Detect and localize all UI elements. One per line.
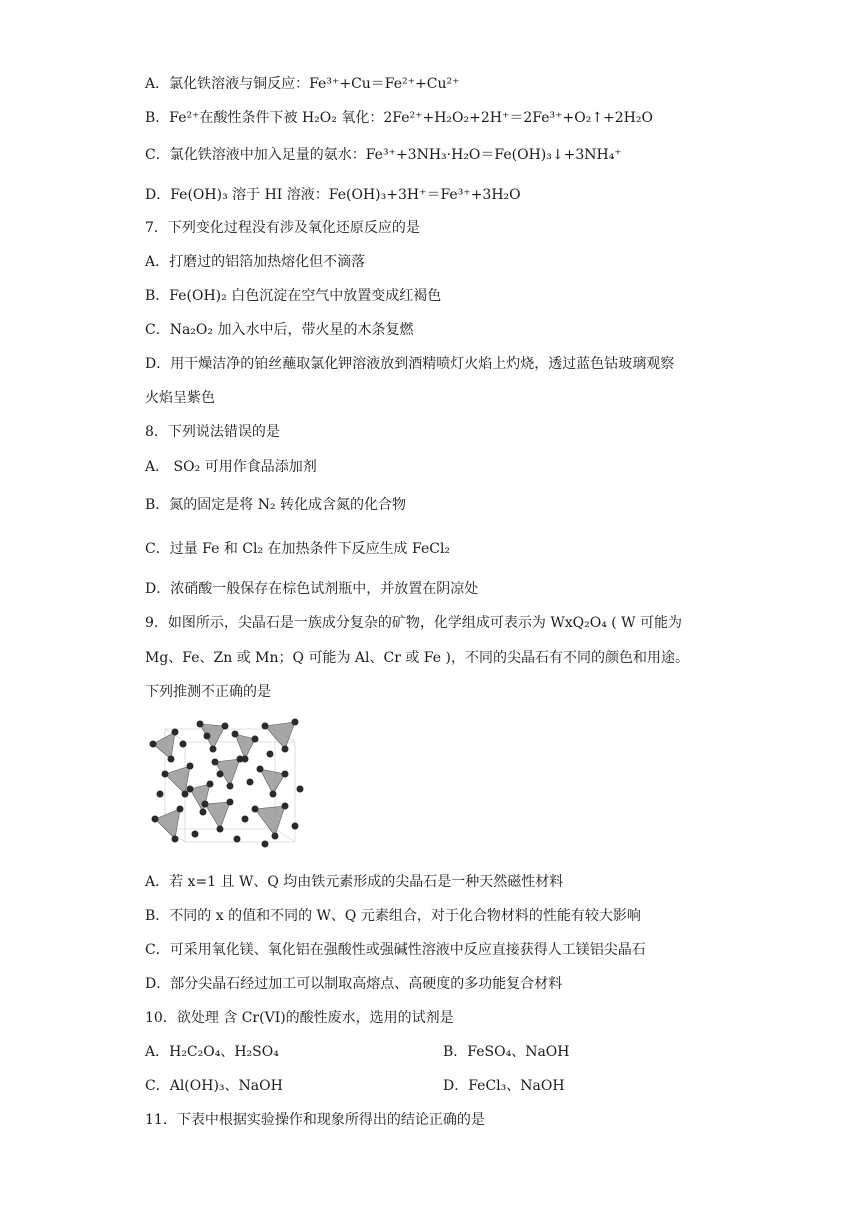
q9-option-d: D．部分尖晶石经过加工可以制取高熔点、高硬度的多功能复合材料 [145, 976, 563, 992]
q10-stem: 10．欲处理 含 Cr(VI)的酸性废水，选用的试剂是 [145, 1010, 454, 1026]
q8-option-a: A． SO₂ 可用作食品添加剂 [145, 459, 317, 475]
q6-option-d: D．Fe(OH)₃ 溶于 HI 溶液：Fe(OH)₃+3H⁺＝Fe³⁺+3H₂O [145, 187, 521, 203]
q11-stem: 11．下表中根据实验操作和现象所得出的结论正确的是 [145, 1112, 485, 1128]
q10-option-d: D．FeCl₃、NaOH [443, 1078, 565, 1094]
q9-option-b: B．不同的 x 的值和不同的 W、Q 元素组合，对于化合物材料的性能有较大影响 [145, 908, 641, 924]
q6-option-a: A．氯化铁溶液与铜反应：Fe³⁺+Cu＝Fe²⁺+Cu²⁺ [145, 76, 460, 92]
q7-option-d-continued: 火焰呈紫色 [145, 390, 215, 406]
q9-stem-line1: 9．如图所示，尖晶石是一族成分复杂的矿物，化学组成可表示为 WxQ₂O₄ ( W 可能为 [145, 615, 683, 631]
q6-option-b: B．Fe²⁺在酸性条件下被 H₂O₂ 氧化：2Fe²⁺+H₂O₂+2H⁺＝2Fe³⁺+O₂↑+2H₂O [145, 110, 653, 126]
q8-option-b: B．氮的固定是将 N₂ 转化成含氮的化合物 [145, 497, 407, 513]
q7-option-a: A．打磨过的铝箔加热熔化但不滴落 [145, 254, 366, 270]
spinel-crystal-structure-icon [145, 714, 310, 854]
q8-option-d: D．浓硝酸一般保存在棕色试剂瓶中，并放置在阴凉处 [145, 581, 479, 597]
q9-stem-line2: Mg、Fe、Zn 或 Mn；Q 可能为 Al、Cr 或 Fe )，不同的尖晶石有不同的颜色和用途。 [145, 650, 689, 666]
q7-option-d: D．用干燥洁净的铂丝蘸取氯化钾溶液放到酒精喷灯火焰上灼烧，透过蓝色钴玻璃观察 [145, 356, 675, 372]
q9-stem-line3: 下列推测不正确的是 [145, 684, 271, 700]
q10-option-a: A．H₂C₂O₄、H₂SO₄ [145, 1044, 279, 1060]
q7-stem: 7．下列变化过程没有涉及氧化还原反应的是 [145, 220, 420, 236]
q10-option-b: B．FeSO₄、NaOH [443, 1044, 570, 1060]
q7-option-b: B．Fe(OH)₂ 白色沉淀在空气中放置变成红褐色 [145, 288, 442, 304]
q10-option-c: C．Al(OH)₃、NaOH [145, 1078, 283, 1094]
q6-option-c: C．氯化铁溶液中加入足量的氨水：Fe³⁺+3NH₃·H₂O＝Fe(OH)₃↓+3NH₄⁺ [145, 147, 622, 163]
q9-option-c: C．可采用氧化镁、氧化铝在强酸性或强碱性溶液中反应直接获得人工镁铝尖晶石 [145, 942, 646, 958]
q8-option-c: C．过量 Fe 和 Cl₂ 在加热条件下反应生成 FeCl₂ [145, 541, 451, 557]
q7-option-c: C．Na₂O₂ 加入水中后，带火星的木条复燃 [145, 322, 414, 338]
q8-stem: 8．下列说法错误的是 [145, 424, 280, 440]
q9-option-a: A．若 x=1 且 W、Q 均由铁元素形成的尖晶石是一种天然磁性材料 [145, 874, 564, 890]
